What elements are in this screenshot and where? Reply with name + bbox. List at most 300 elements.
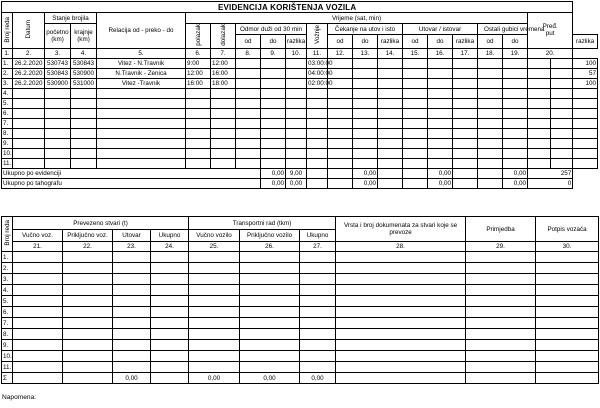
column-number: 1. xyxy=(2,48,13,58)
header-arrival: dolazak xyxy=(211,24,236,49)
arrival-cell: 12:00 xyxy=(211,58,236,68)
cargo-cell xyxy=(300,340,336,351)
odometer-end-cell xyxy=(71,148,97,158)
date-cell: 26.2.2020 xyxy=(14,79,43,87)
departure-cell xyxy=(186,148,211,158)
header-driving: Vožnje xyxy=(307,24,328,49)
departure-cell xyxy=(186,118,211,128)
cargo-cell xyxy=(189,318,240,329)
spacer-cell xyxy=(551,158,573,168)
route-cell xyxy=(97,118,186,128)
arrival-cell xyxy=(211,128,236,138)
header-trailer-work: Priključno vozilo xyxy=(240,230,300,242)
column-number: 11. xyxy=(307,48,328,58)
time-cell xyxy=(528,88,551,98)
cargo-cell xyxy=(536,296,599,307)
time-cell xyxy=(478,78,503,88)
time-cell xyxy=(353,98,378,108)
time-cell xyxy=(528,158,551,168)
time-cell xyxy=(428,118,453,128)
distance-cell xyxy=(573,158,598,168)
column-number: 22. xyxy=(63,242,113,252)
header-towing-vehicle-cargo: Vučno voz. xyxy=(13,230,63,242)
cargo-cell xyxy=(63,307,113,318)
sum-blank xyxy=(151,373,189,384)
route-cell: Vitez -Travnik xyxy=(97,78,186,88)
header-other-diff: razlika xyxy=(573,35,598,48)
time-cell xyxy=(428,78,453,88)
header-waiting: Čekanje na utov i isto xyxy=(328,24,403,35)
total-other: 0,00 xyxy=(503,168,528,178)
cargo-cell xyxy=(189,307,240,318)
cargo-cell xyxy=(189,351,240,362)
cargo-cell xyxy=(13,329,63,340)
rest-cell xyxy=(261,88,286,98)
departure-cell xyxy=(186,98,211,108)
cargo-cell xyxy=(189,252,240,263)
row-number: 6. xyxy=(2,108,13,118)
total-rest: 0,00 xyxy=(261,178,286,188)
cargo-cell xyxy=(240,351,300,362)
header-loading-from: od xyxy=(403,35,428,48)
cargo-row xyxy=(2,274,599,285)
header-odometer-end: krajnje (km) xyxy=(71,24,97,49)
time-cell xyxy=(403,78,428,88)
header-total-cargo: Ukupno xyxy=(151,230,189,242)
odometer-end-cell xyxy=(71,128,97,138)
total-waiting: 0,00 xyxy=(353,178,378,188)
trip-row xyxy=(2,108,598,118)
cargo-transport-table xyxy=(1,216,599,384)
distance-cell: 57 xyxy=(573,68,598,78)
total-blank xyxy=(478,168,503,178)
cargo-cell xyxy=(336,274,466,285)
driving-cell xyxy=(307,88,328,98)
sum-total-work: 0,00 xyxy=(300,373,336,384)
column-number: 4. xyxy=(71,48,97,58)
cargo-cell xyxy=(336,263,466,274)
cargo-cell xyxy=(113,274,151,285)
driving-cell xyxy=(307,118,328,128)
cargo-row xyxy=(2,340,599,351)
departure-cell xyxy=(186,138,211,148)
rest-cell xyxy=(286,158,307,168)
cargo-row xyxy=(2,285,599,296)
total-blank xyxy=(453,168,478,178)
time-cell xyxy=(503,88,528,98)
total-blank xyxy=(403,168,428,178)
column-number: 8. xyxy=(236,48,261,58)
cargo-cell xyxy=(536,263,599,274)
spacer-cell xyxy=(551,78,573,88)
sum-loading: 0,00 xyxy=(113,373,151,384)
cargo-cell xyxy=(189,340,240,351)
row-number: 5. xyxy=(2,98,13,108)
column-number: 20. xyxy=(528,48,573,58)
time-cell xyxy=(478,58,503,68)
distance-cell xyxy=(573,148,598,158)
column-number-row xyxy=(2,48,598,58)
time-cell xyxy=(328,128,353,138)
header-documents: Vrsta i broj dokumenata za stvari koje se prevoze xyxy=(336,217,466,242)
departure-cell xyxy=(186,108,211,118)
time-cell xyxy=(503,98,528,108)
rest-cell xyxy=(286,108,307,118)
header-cargo: Prevezeno stvari (t) xyxy=(13,217,189,230)
column-number: 6. xyxy=(186,48,211,58)
total-waiting: 0,00 xyxy=(353,168,378,178)
rest-cell xyxy=(261,158,286,168)
column-number: 30. xyxy=(536,242,599,252)
time-cell xyxy=(428,108,453,118)
cargo-cell xyxy=(151,296,189,307)
cargo-cell xyxy=(189,296,240,307)
total-distance: 257 xyxy=(528,168,573,178)
cargo-cell xyxy=(536,274,599,285)
time-cell xyxy=(353,108,378,118)
date-cell xyxy=(13,88,45,98)
sum-blank xyxy=(536,373,599,384)
rest-cell xyxy=(261,108,286,118)
rest-cell xyxy=(286,68,307,78)
spacer-cell xyxy=(551,128,573,138)
column-number: 18. xyxy=(478,48,503,58)
header-date: Datum xyxy=(13,13,45,49)
cargo-cell xyxy=(113,307,151,318)
date-cell xyxy=(13,138,45,148)
time-cell xyxy=(353,148,378,158)
rest-cell xyxy=(236,78,261,88)
distance-cell xyxy=(573,128,598,138)
time-cell xyxy=(378,108,403,118)
time-cell xyxy=(378,128,403,138)
cargo-cell xyxy=(336,318,466,329)
time-cell xyxy=(328,88,353,98)
odometer-start-cell: 530900 xyxy=(45,78,71,88)
column-number: 3. xyxy=(45,48,71,58)
total-blank xyxy=(478,178,503,188)
row-number: 9. xyxy=(2,138,13,148)
cargo-cell xyxy=(466,307,536,318)
spacer-cell xyxy=(551,88,573,98)
distance-cell: 100 xyxy=(573,58,598,68)
cargo-cell xyxy=(63,252,113,263)
time-cell xyxy=(403,88,428,98)
time-cell xyxy=(453,58,478,68)
cargo-cell xyxy=(240,285,300,296)
time-cell xyxy=(403,58,428,68)
rest-cell xyxy=(261,78,286,88)
column-number: 12. xyxy=(328,48,353,58)
cargo-cell xyxy=(113,318,151,329)
time-cell xyxy=(328,98,353,108)
header-rest: Odmor duži od 30 min xyxy=(236,24,307,35)
cargo-cell xyxy=(336,296,466,307)
time-cell xyxy=(378,148,403,158)
date-cell xyxy=(13,118,45,128)
rest-cell xyxy=(236,98,261,108)
cargo-cell xyxy=(151,307,189,318)
header-other-from: od xyxy=(478,35,503,48)
cargo-cell xyxy=(300,252,336,263)
column-number: 24. xyxy=(151,242,189,252)
cargo-cell xyxy=(336,351,466,362)
time-cell xyxy=(478,108,503,118)
time-cell xyxy=(403,68,428,78)
cargo-cell xyxy=(336,329,466,340)
time-cell xyxy=(403,108,428,118)
arrival-cell xyxy=(211,138,236,148)
header-driver-signature: Potpis vozača xyxy=(536,217,599,242)
total-blank xyxy=(328,168,353,178)
rest-cell xyxy=(286,98,307,108)
cargo-cell xyxy=(536,351,599,362)
row-number: 7. xyxy=(2,318,13,329)
cargo-cell xyxy=(300,318,336,329)
rest-cell xyxy=(236,88,261,98)
spacer-cell xyxy=(551,68,573,78)
time-cell xyxy=(403,98,428,108)
row-number: 3. xyxy=(2,78,13,88)
time-cell xyxy=(503,58,528,68)
total-distance: 0 xyxy=(528,178,573,188)
total-rest: 0,00 xyxy=(261,168,286,178)
total-blank xyxy=(328,178,353,188)
time-cell xyxy=(428,148,453,158)
cargo-cell xyxy=(113,351,151,362)
header-loading-diff: razlika xyxy=(453,35,478,48)
cargo-cell xyxy=(240,340,300,351)
cargo-cell xyxy=(240,307,300,318)
distance-cell xyxy=(573,98,598,108)
cargo-cell xyxy=(63,296,113,307)
cargo-cell xyxy=(466,285,536,296)
total-blank xyxy=(307,168,328,178)
time-cell xyxy=(453,78,478,88)
time-cell xyxy=(428,128,453,138)
trip-row xyxy=(2,148,598,158)
column-number: 27. xyxy=(300,242,336,252)
distance-cell xyxy=(573,88,598,98)
cargo-cell xyxy=(63,362,113,373)
driving-cell: 03:00:00 xyxy=(308,59,333,67)
odometer-end-cell: 530843 xyxy=(71,58,97,68)
odometer-start-cell xyxy=(45,88,71,98)
totals-label: Ukupno po tahografu xyxy=(2,178,261,188)
header-waiting-to: do xyxy=(353,35,378,48)
total-blank xyxy=(378,178,403,188)
time-cell xyxy=(378,88,403,98)
route-cell: N.Travnik - Zenica xyxy=(97,68,186,78)
cargo-cell xyxy=(13,274,63,285)
odometer-end-cell xyxy=(71,88,97,98)
arrival-cell xyxy=(211,108,236,118)
time-cell xyxy=(528,128,551,138)
header-loading-cargo: Utovar xyxy=(113,230,151,242)
date-cell xyxy=(13,158,45,168)
date-cell xyxy=(13,148,45,158)
route-cell xyxy=(97,148,186,158)
cargo-cell xyxy=(113,263,151,274)
header-rest-to: do xyxy=(261,35,286,48)
header-trailer-cargo: Priključno voz. xyxy=(63,230,113,242)
total-loading: 0,00 xyxy=(428,178,453,188)
trip-row xyxy=(2,88,598,98)
row-number: 1. xyxy=(2,58,13,68)
header-loading-to: do xyxy=(428,35,453,48)
odometer-end-cell: 530900 xyxy=(71,68,97,78)
odometer-end-cell: 531000 xyxy=(71,78,97,88)
totals-row xyxy=(2,168,598,178)
odometer-end-cell xyxy=(71,98,97,108)
header-odometer: Stanje brojila xyxy=(45,13,97,24)
header-distance: Pređ. put xyxy=(528,13,573,49)
header-time: Vrijeme (sat, min) xyxy=(186,13,528,24)
time-cell xyxy=(503,148,528,158)
time-cell xyxy=(328,158,353,168)
header-other-losses: Ostali gubici vremena xyxy=(478,24,551,35)
total-other: 0,00 xyxy=(503,178,528,188)
time-cell xyxy=(503,138,528,148)
rest-cell xyxy=(286,58,307,68)
cargo-cell xyxy=(300,285,336,296)
rest-cell xyxy=(286,78,307,88)
arrival-cell xyxy=(211,88,236,98)
total-loading: 0,00 xyxy=(428,168,453,178)
route-cell xyxy=(97,88,186,98)
sum-towing-work: 0,00 xyxy=(189,373,240,384)
cargo-cell xyxy=(63,263,113,274)
time-cell xyxy=(503,128,528,138)
column-number: 21. xyxy=(13,242,63,252)
date-cell: 26.2.2020 xyxy=(14,59,43,67)
column-number: 16. xyxy=(428,48,453,58)
cargo-cell xyxy=(189,329,240,340)
total-blank xyxy=(403,178,428,188)
spacer-cell xyxy=(551,108,573,118)
cargo-cell xyxy=(189,285,240,296)
cargo-row xyxy=(2,307,599,318)
header-rest-from: od xyxy=(236,35,261,48)
header-waiting-from: od xyxy=(328,35,353,48)
column-number: 25. xyxy=(189,242,240,252)
form-title: EVIDENCIJA KORIŠTENJA VOZILA xyxy=(2,2,573,13)
time-cell xyxy=(428,158,453,168)
time-cell xyxy=(478,68,503,78)
rest-cell xyxy=(261,68,286,78)
departure-cell: 9:00 xyxy=(186,58,211,68)
time-cell xyxy=(403,138,428,148)
time-cell xyxy=(453,98,478,108)
time-cell xyxy=(403,118,428,128)
time-cell xyxy=(478,158,503,168)
time-cell xyxy=(403,148,428,158)
rest-cell xyxy=(261,118,286,128)
column-number: 9. xyxy=(261,48,286,58)
time-cell xyxy=(453,88,478,98)
row-number: 10. xyxy=(3,149,12,157)
time-cell xyxy=(503,158,528,168)
rest-cell xyxy=(286,88,307,98)
time-cell xyxy=(503,118,528,128)
driving-cell xyxy=(307,138,328,148)
odometer-end-cell xyxy=(71,118,97,128)
cargo-cell xyxy=(336,307,466,318)
driving-cell: 04:00:00 xyxy=(308,69,333,77)
header-remark: Primjedba xyxy=(466,217,536,242)
cargo-cell xyxy=(536,307,599,318)
cargo-cell xyxy=(113,329,151,340)
date-cell xyxy=(13,98,45,108)
cargo-cell xyxy=(466,252,536,263)
row-number: 8. xyxy=(2,128,13,138)
cargo-cell xyxy=(189,263,240,274)
cargo-cell xyxy=(300,274,336,285)
driving-cell xyxy=(307,158,328,168)
spacer-cell xyxy=(551,118,573,128)
cargo-row xyxy=(2,252,599,263)
trip-row xyxy=(2,68,598,78)
time-cell xyxy=(378,98,403,108)
column-number: 2. xyxy=(13,48,45,58)
cargo-cell xyxy=(536,285,599,296)
rest-cell xyxy=(261,148,286,158)
time-cell xyxy=(428,88,453,98)
odometer-start-cell xyxy=(45,158,71,168)
date-cell xyxy=(13,128,45,138)
driving-cell xyxy=(307,148,328,158)
cargo-cell xyxy=(189,274,240,285)
cargo-cell xyxy=(189,362,240,373)
rest-cell xyxy=(236,58,261,68)
time-cell xyxy=(428,138,453,148)
cargo-cell xyxy=(13,340,63,351)
time-cell xyxy=(328,138,353,148)
row-number: 11. xyxy=(3,363,12,371)
column-number: 14. xyxy=(378,48,403,58)
arrival-cell xyxy=(211,148,236,158)
cargo-cell xyxy=(63,340,113,351)
cargo-cell xyxy=(151,329,189,340)
cargo-cell xyxy=(466,362,536,373)
route-cell xyxy=(97,98,186,108)
rest-cell xyxy=(261,138,286,148)
cargo-cell xyxy=(336,340,466,351)
time-cell xyxy=(328,148,353,158)
rest-cell xyxy=(236,128,261,138)
row-number: 5. xyxy=(2,296,13,307)
cargo-cell xyxy=(63,318,113,329)
odometer-end-cell xyxy=(71,158,97,168)
spacer-cell xyxy=(551,148,573,158)
time-cell xyxy=(353,158,378,168)
time-cell xyxy=(528,118,551,128)
arrival-cell xyxy=(211,158,236,168)
total-blank xyxy=(453,178,478,188)
column-number: 28. xyxy=(336,242,466,252)
cargo-cell xyxy=(151,351,189,362)
time-cell xyxy=(353,78,378,88)
column-number: 19. xyxy=(503,48,528,58)
odometer-start-cell xyxy=(45,108,71,118)
trip-row xyxy=(2,98,598,108)
sum-trailer-work: 0,00 xyxy=(240,373,300,384)
header-other-to: do xyxy=(503,35,528,48)
odometer-start-cell: 530743 xyxy=(45,58,71,68)
time-cell xyxy=(353,58,378,68)
rest-cell xyxy=(261,128,286,138)
row-number: 4. xyxy=(2,285,13,296)
